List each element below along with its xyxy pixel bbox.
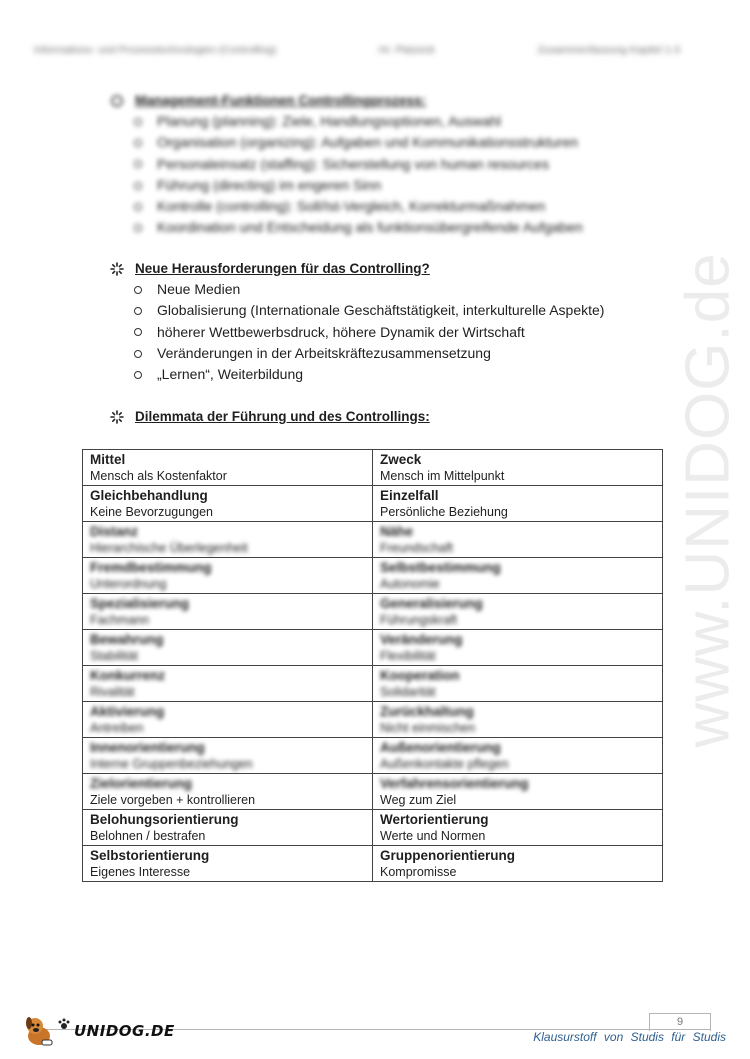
table-cell-right: Kooperation Solidarität [373,666,663,702]
section-dilemmas [110,406,670,427]
header-lecturer: Hr. Platzeck [378,44,435,56]
section-title: Neue Herausforderungen für das Controlling? [135,261,430,276]
list-item: Koordination und Entscheidung als funktionsübergreifende Aufgaben [134,217,670,238]
sparkle-bullet-icon [110,410,124,424]
footer-tagline: Klausurstoff von Studis für Studis [533,1030,726,1044]
unidog-logo[interactable] [22,1013,175,1049]
list-item: Globalisierung (Internationale Geschäftstätigkeit, interkulturelle Aspekte) [134,300,670,321]
table-row [83,522,663,558]
dog-mascot-icon [22,1014,56,1048]
header-chapter: Zusammenfassung Kapitel 1-3 [537,44,680,56]
watermark: www.UNIDOG.de [673,252,743,748]
table-cell-right: Veränderung Flexibilität [373,630,663,666]
table-cell-right: Wertorientierung Werte und Normen [373,810,663,846]
list-item: „Lernen“, Weiterbildung [134,364,670,385]
table-cell-left: Aktivierung Antreiben [83,702,373,738]
bullet-list [110,279,670,385]
list-item: Veränderungen in der Arbeitskräftezusammensetzung [134,343,670,364]
table-row [83,594,663,630]
list-item: höherer Wettbewerbsdruck, höhere Dynamik der Wirtschaft [134,322,670,343]
section-management-functions [110,90,670,239]
list-item: Führung (directing) im engeren Sinn [134,175,670,196]
table-row [83,846,663,882]
table-cell-left: Innenorientierung Interne Gruppenbeziehungen [83,738,373,774]
table-row [83,558,663,594]
dilemma-table [82,449,663,882]
header-course: Informations- und Prozesstechnologien (Controlling) [34,44,277,56]
table-row [83,738,663,774]
list-item: Organisation (organizing): Aufgaben und Kommunikationsstrukturen [134,132,670,153]
table-cell-right: Generalisierung Führungskraft [373,594,663,630]
section-new-challenges [110,258,670,385]
table-row [83,486,663,522]
table-cell-left: Konkurrenz Rivalität [83,666,373,702]
table-cell-left: Gleichbehandlung Keine Bevorzugungen [83,486,373,522]
section-title: Dilemmata der Führung und des Controllings: [135,409,430,424]
table-cell-right: Verfahrensorientierung Weg zum Ziel [373,774,663,810]
page-number: 9 [649,1013,711,1031]
bullet-list [110,111,670,239]
table-cell-left: Distanz Hierarchische Überlegenheit [83,522,373,558]
table-cell-right: Selbstbestimmung Autonomie [373,558,663,594]
logo-text: UNIDOG.DE [74,1022,175,1040]
list-item: Planung (planning): Ziele, Handlungsoptionen, Auswahl [134,111,670,132]
table-cell-right: Außenorientierung Außenkontakte pflegen [373,738,663,774]
table-row [83,702,663,738]
table-row [83,774,663,810]
table-row [83,630,663,666]
table-row [83,450,663,486]
table-cell-right: Gruppenorientierung Kompromisse [373,846,663,882]
table-cell-left: Spezialisierung Fachmann [83,594,373,630]
page-header [34,44,680,60]
list-item: Kontrolle (controlling): Soll/Ist-Vergleich, Korrekturmaßnahmen [134,196,670,217]
table-cell-right: Einzelfall Persönliche Beziehung [373,486,663,522]
table-cell-left: Bewahrung Stabilität [83,630,373,666]
table-cell-left: Fremdbestimmung Unterordnung [83,558,373,594]
table-cell-right: Zurückhaltung Nicht einmischen [373,702,663,738]
section-title: Management-Funktionen Controllingprozess: [135,93,427,108]
paw-icon [58,1018,70,1030]
table-cell-left: Belohungsorientierung Belohnen / bestrafen [83,810,373,846]
table-row [83,810,663,846]
list-item: Personaleinsatz (staffing): Sicherstellung von human resources [134,154,670,175]
list-item: Neue Medien [134,279,670,300]
table-row [83,666,663,702]
table-cell-left: Zielorientierung Ziele vorgeben + kontrollieren [83,774,373,810]
sparkle-bullet-icon [110,262,124,276]
table-cell-left: Selbstorientierung Eigenes Interesse [83,846,373,882]
table-cell-right: Nähe Freundschaft [373,522,663,558]
table-cell-right: Zweck Mensch im Mittelpunkt [373,450,663,486]
circle-bullet-icon [110,94,124,108]
table-cell-left: Mittel Mensch als Kostenfaktor [83,450,373,486]
